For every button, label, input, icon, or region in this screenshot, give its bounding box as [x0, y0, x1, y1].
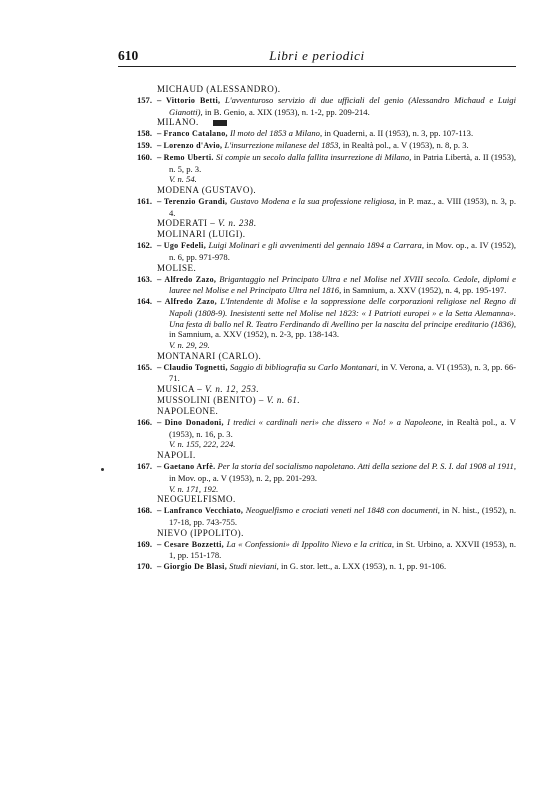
entry-title: Saggio di bibliografia su Carlo Montanari, — [227, 361, 380, 372]
section-heading — [157, 263, 516, 274]
entry-title: Neoguelfismo e crociati veneti nel 1848 con documenti, — [243, 505, 440, 516]
section-heading — [157, 351, 516, 362]
entry-title: L'Intendente di Molise e la soppressione delle corporazioni religiose nel Regno di Napoli (1808-9). Inesistenti sette nel Molise nel 1823: « I Patrioti europei » e la Setta Alemanna». Una festa di ballo nel R. Teatro Ferdinando di Avellino per la nascita del principe ereditario (1836), — [169, 296, 517, 329]
ink-blot — [213, 120, 227, 126]
entry-number: 164. — [136, 296, 152, 307]
entry-author: Alfredo Zazo, — [164, 297, 217, 307]
entry-title: Si compie un secolo dalla fallita insurrezione di Milano, — [213, 151, 412, 162]
entry-number: 161. — [136, 195, 152, 206]
section-heading — [157, 384, 516, 395]
entry-citation: in Quaderni, a. II (1953), n. 3, pp. 107-113. — [322, 128, 474, 139]
entry-citation: in Samnium, a. XXV (1952), n. 4, pp. 195-197. — [341, 285, 507, 296]
entry-number: 158. — [136, 128, 152, 139]
entry-number: 170. — [136, 561, 152, 572]
entry-number: 166. — [136, 417, 152, 428]
section-heading-text: NAPOLI. — [157, 450, 196, 461]
entry-dash: – — [157, 95, 166, 105]
section-heading-text: MOLINARI (LUIGI). — [157, 229, 246, 240]
section-heading — [157, 406, 516, 417]
entry-dash: – — [157, 417, 165, 428]
entry-citation: in G. stor. lett., a. LXX (1953), n. 1, pp. 91-106. — [278, 561, 447, 572]
cross-reference: V. n. 29, 29. — [169, 339, 210, 350]
entry-citation: in B. Genio, a. XIX (1953), n. 1-2, pp. 209-214. — [202, 106, 370, 117]
bibliography-entry — [118, 505, 516, 527]
section-heading — [157, 528, 516, 539]
bibliography-entry — [118, 196, 516, 218]
entry-dash: – — [157, 240, 164, 251]
section-heading — [157, 117, 516, 128]
entry-citation: in Patria Libertà, a. II (1953), n. 5, p. 3. — [169, 151, 517, 174]
section-heading-text: MONTANARI (CARLO). — [157, 350, 262, 361]
entry-title: Gustavo Modena e la sua professione religiosa, — [227, 195, 397, 206]
bibliography-entry — [118, 296, 516, 340]
page-header — [118, 48, 516, 67]
entry-title: Per la storia del socialismo napoletano. Atti della sezione del P. S. I. dal 1908 al 1911, — [215, 461, 516, 472]
bibliography-entry — [118, 140, 516, 152]
section-heading-text: MOLISE. — [157, 262, 197, 273]
bibliography-entry — [118, 274, 516, 296]
section-heading-text: NIEVO (IPPOLITO). — [157, 527, 244, 538]
entry-number: 160. — [136, 151, 152, 162]
entry-citation: in Samnium, a. XXV (1952), n. 2-3, pp. 138-143. — [169, 329, 340, 340]
entry-number: 169. — [136, 538, 152, 549]
entry-title: Luigi Molinari e gli avvenimenti del gennaio 1894 a Carrara, — [206, 240, 425, 251]
bibliography-entry — [118, 461, 516, 483]
entry-author: Claudio Tognetti, — [163, 362, 228, 372]
entry-author: Dino Donadoni, — [164, 418, 224, 428]
section-heading — [157, 185, 516, 196]
page-number: 610 — [118, 48, 139, 63]
entry-author: Ugo Fedeli, — [163, 241, 207, 251]
cross-reference: V. n. 155, 222, 224. — [169, 439, 236, 450]
section-heading — [157, 494, 516, 505]
cross-reference: V. n. 54. — [169, 174, 197, 185]
entry-number: 167. — [136, 461, 152, 472]
bibliography-entry — [118, 95, 516, 117]
entry-citation: in P. maz., a. VIII (1953), n. 3, p. 4. — [169, 195, 516, 218]
entry-dash: – — [157, 195, 164, 206]
entry-author: Franco Catalano, — [163, 129, 228, 139]
bibliography-entry — [118, 152, 516, 174]
bibliography-entry — [118, 561, 516, 573]
entry-title: Studi nieviani, — [227, 561, 279, 572]
section-heading-text: MILANO. — [157, 117, 199, 128]
cross-reference: V. n. 61. — [266, 395, 301, 406]
section-heading-text: MODENA (GUSTAVO). — [157, 184, 257, 195]
section-heading-text: NEOGUELFISMO. — [157, 494, 236, 505]
entry-dash: – — [157, 273, 165, 284]
entry-citation: in Mov. op., a. V (1953), n. 2, pp. 201-293. — [169, 472, 318, 483]
entry-author: Giorgio De Blasi, — [163, 562, 227, 572]
entry-dash: – — [157, 128, 164, 139]
bibliography-entry — [118, 539, 516, 561]
cross-reference: V. n. 12, 253. — [205, 384, 260, 395]
entry-citation: in St. Urbino, a. XXVII (1953), n. 1, pp. 151-178. — [169, 538, 516, 561]
entry-author: Lanfranco Vecchiato, — [163, 506, 244, 516]
entry-number: 163. — [136, 273, 152, 284]
entry-citation: in V. Verona, a. VI (1953), n. 3, pp. 66-71. — [169, 361, 516, 384]
entry-author: Terenzio Grandi, — [163, 196, 228, 206]
entry-number: 157. — [136, 95, 152, 105]
bibliography-entry — [118, 128, 516, 140]
entry-number: 165. — [136, 361, 152, 372]
entry-title: I tredici « cardinali neri» che dissero « No! » a Napoleone, — [223, 417, 444, 428]
section-heading — [157, 395, 516, 406]
entry-dash: – — [157, 361, 164, 372]
entry-title: La « Confessioni» di Ippolito Nievo e la critica, — [223, 538, 394, 549]
entry-dash: – — [157, 151, 164, 162]
entry-author: Remo Uberti. — [163, 152, 214, 162]
entry-title: Brigantaggio nel Principato Ultra e nel Molise nel XVIII secolo. Cedole, diplomi e lauree nel Molise e nel Principato Ultra nel 1816, — [169, 273, 516, 296]
section-heading-text: MUSSOLINI (BENITO) – — [157, 395, 267, 406]
cross-reference: V. n. 238. — [218, 218, 257, 229]
entry-number: 168. — [136, 505, 152, 516]
bibliography-entry — [118, 417, 516, 439]
bibliography-entry — [118, 362, 516, 384]
bibliography-list — [118, 84, 516, 573]
entry-author: Gaetano Arfè. — [163, 462, 216, 472]
entry-citation: in Realtà pol., a. V (1953), n. 8, p. 3. — [340, 140, 469, 151]
entry-dash: – — [157, 538, 164, 549]
entry-dash: – — [157, 505, 164, 516]
entry-author: Alfredo Zazo, — [164, 274, 217, 284]
section-heading-text: MODERATI – — [157, 218, 218, 229]
stray-mark — [101, 468, 104, 471]
section-heading-text: MUSICA – — [157, 384, 206, 395]
entry-dash: – — [157, 461, 164, 472]
entry-number: 162. — [136, 240, 152, 251]
section-heading — [157, 84, 516, 95]
entry-author: Vittorio Betti, — [165, 96, 221, 105]
entry-title: L'avventuroso servizio di due ufficiali del genio (Alessandro Michaud e Luigi Gianotti), — [169, 95, 516, 117]
entry-author: Cesare Bozzetti, — [163, 539, 224, 549]
entry-author: Lorenzo d'Avio, — [163, 141, 223, 151]
entry-citation: in Realtà pol., a. V (1953), n. 16, p. 3. — [169, 417, 517, 439]
entry-dash: – — [157, 296, 165, 307]
entry-dash: – — [157, 561, 164, 572]
running-title: Libri e periodici — [269, 48, 365, 63]
section-heading — [157, 218, 516, 229]
bibliography-entry — [118, 240, 516, 262]
entry-title: L'insurrezione milanese del 1853, — [222, 140, 341, 151]
section-heading — [157, 229, 516, 240]
section-heading — [157, 450, 516, 461]
entry-citation: in Mov. op., a. IV (1952), n. 6, pp. 971-978. — [169, 240, 516, 263]
entry-number: 159. — [136, 140, 152, 151]
entry-citation: in N. hist., (1952), n. 17-18, pp. 743-755. — [169, 505, 516, 527]
section-heading-text: MICHAUD (ALESSANDRO). — [157, 84, 281, 94]
entry-title: Il moto del 1853 a Milano, — [227, 128, 323, 139]
cross-reference: V. n. 171, 192. — [169, 483, 219, 494]
section-heading-text: NAPOLEONE. — [157, 406, 219, 417]
entry-dash: – — [157, 140, 164, 151]
